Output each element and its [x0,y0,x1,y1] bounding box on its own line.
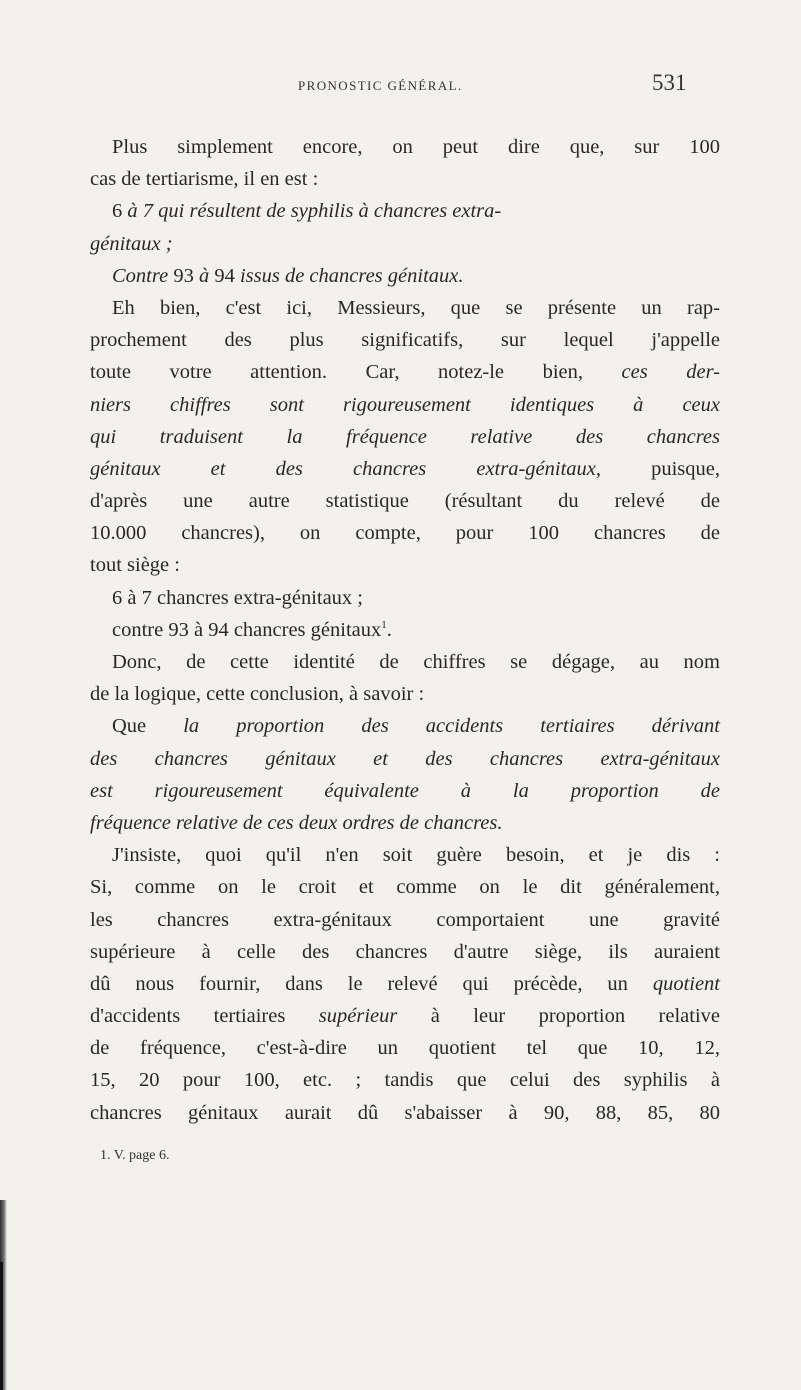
text-line: de la logique, cette conclusion, à savoir : [90,683,425,706]
text-line: Que la proportion des accidents tertiaires dérivant [112,715,720,738]
text-line: chancres génitaux aurait dû s'abaisser à 90, 88, 85, 80 [90,1101,720,1124]
text-line: J'insiste, quoi qu'il n'en soit guère besoin, et je dis : [112,844,720,867]
text-line: 6 à 7 qui résultent de syphilis à chancres extra- [112,200,502,223]
text-line: Donc, de cette identité de chiffres se dégage, au nom [112,651,720,673]
text-line: de fréquence, c'est-à-dire un quotient tel que 10, 12, [90,1037,720,1060]
footnote-ref: 1 [381,618,387,631]
text-line: est rigoureusement équivalente à la proportion de [90,779,720,802]
text-line: contre 93 à 94 chancres génitaux$^1$. [112,618,392,641]
page-header [0,68,801,108]
text-line: niers chiffres sont rigoureusement identiques à ceux [90,393,720,416]
footnote: 1. V. page 6. [100,1148,170,1163]
text-line: Si, comme on le croit et comme on le dit généralement, [90,876,720,899]
text-line: génitaux et des chancres extra-génitaux, puisque, [90,457,720,480]
text-line: cas de tertiarisme, il en est : [90,168,319,191]
text-line: fréquence relative de ces deux ordres de chancres. [90,811,503,834]
text-line: d'après une autre statistique (résultant du relevé de [90,490,720,513]
text-line: tout siège : [90,554,180,577]
text-line: toute votre attention. Car, notez-le bien, ces der- [90,361,721,384]
text-line: 15, 20 pour 100, etc. ; tandis que celui des syphilis à [90,1069,720,1092]
page-edge-binding [0,1262,3,1390]
text-line: Eh bien, c'est ici, Messieurs, que se présente un rap- [112,296,720,319]
text-line: Contre 93 à 94 issus de chancres génitaux. [112,264,464,287]
text-line: Plus simplement encore, on peut dire que, sur 100 [112,136,720,158]
text-line: génitaux ; [90,232,173,255]
text-line: dû nous fournir, dans le relevé qui précède, un quotient [90,972,720,995]
text-line: 6 à 7 chancres extra-génitaux ; [112,586,364,609]
text-line: des chancres génitaux et des chancres extra-génitaux [90,747,720,770]
running-head: PRONOSTIC GÉNÉRAL. [298,78,463,93]
page-number: 531 [652,70,687,95]
text-line: supérieure à celle des chancres d'autre siège, ils auraient [90,940,720,963]
text-line: d'accidents tertiaires supérieur à leur proportion relative [90,1005,720,1028]
body-text [90,131,720,1129]
text-line: qui traduisent la fréquence relative des chancres [90,425,720,448]
text-line: prochement des plus significatifs, sur lequel j'appelle [90,329,720,352]
text-line: les chancres extra-génitaux comportaient une gravité [90,908,720,931]
text-line: 10.000 chancres), on compte, pour 100 chancres de [90,522,720,545]
